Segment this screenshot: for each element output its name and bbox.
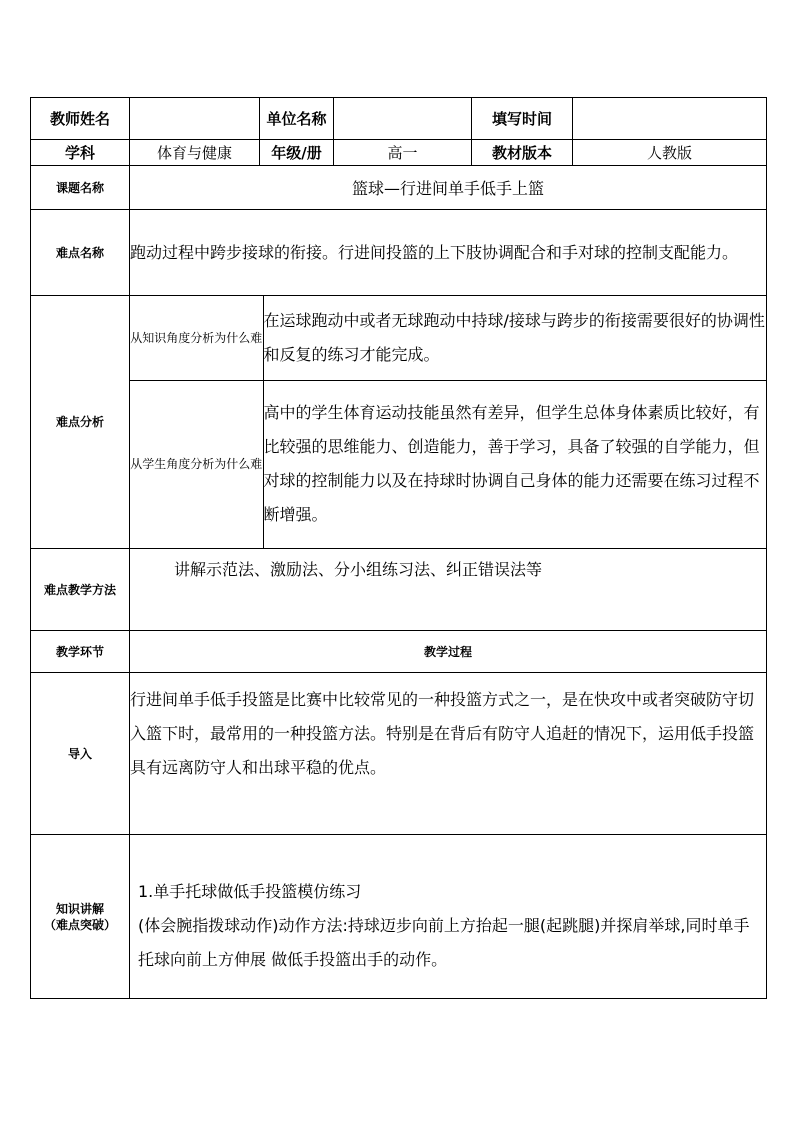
knowledge-angle-label: 从知识角度分析为什么难 <box>130 296 263 380</box>
process-header-row <box>31 631 767 673</box>
teaching-process-label: 教学过程 <box>130 631 767 673</box>
subject-label: 学科 <box>31 140 130 166</box>
textbook-label: 教材版本 <box>472 140 573 166</box>
header-row-1 <box>31 98 767 140</box>
analysis-label: 难点分析 <box>31 296 130 549</box>
knowledge-label-line1: 知识讲解 <box>55 901 104 916</box>
teacher-name-label: 教师姓名 <box>31 98 130 140</box>
intro-value: 行进间单手低手投篮是比赛中比较常见的一种投篮方式之一，是在快攻中或者突破防守切入篮下时，最常用的一种投篮方法。特别是在背后有防守人追赶的情况下，运用低手投篮具有远离防守人和出球平稳的优点。 <box>130 673 767 835</box>
difficulty-row <box>31 210 767 296</box>
knowledge-angle-value: 在运球跑动中或者无球跑动中持球/接球与跨步的衔接需要很好的协调性和反复的练习才能完成。 <box>263 296 766 380</box>
teacher-name-value <box>130 98 260 140</box>
analysis-nested-table <box>130 296 766 548</box>
knowledge-content <box>130 835 767 999</box>
fill-time-value <box>573 98 767 140</box>
subject-value: 体育与健康 <box>130 140 260 166</box>
fill-time-label: 填写时间 <box>472 98 573 140</box>
analysis-content <box>130 296 767 549</box>
method-label: 难点教学方法 <box>31 549 130 631</box>
topic-row <box>31 166 767 210</box>
grade-value: 高一 <box>334 140 472 166</box>
knowledge-item-body: (体会腕指拨球动作)动作方法:持球迈步向前上方抬起一腿(起跳腿)并探肩举球,同时单手托球向前上方伸展 做低手投篮出手的动作。 <box>138 916 750 969</box>
intro-label: 导入 <box>31 673 130 835</box>
knowledge-item-title: 1.单手托球做低手投篮模仿练习 <box>138 882 362 901</box>
analysis-row <box>31 296 767 549</box>
lesson-plan-table <box>30 97 767 999</box>
method-value: 讲解示范法、激励法、分小组练习法、纠正错误法等 <box>130 549 767 631</box>
textbook-value: 人教版 <box>573 140 767 166</box>
knowledge-label-line2: （难点突破） <box>43 917 116 932</box>
knowledge-row <box>31 835 767 999</box>
unit-name-label: 单位名称 <box>260 98 334 140</box>
method-row <box>31 549 767 631</box>
student-angle-label: 从学生角度分析为什么难 <box>130 380 263 548</box>
topic-label: 课题名称 <box>31 166 130 210</box>
knowledge-label <box>31 835 130 999</box>
topic-value: 篮球—行进间单手低手上篮 <box>130 166 767 210</box>
grade-label: 年级/册 <box>260 140 334 166</box>
unit-name-value <box>334 98 472 140</box>
lesson-plan-page <box>30 97 766 999</box>
difficulty-value: 跑动过程中跨步接球的衔接。行进间投篮的上下肢协调配合和手对球的控制支配能力。 <box>130 210 767 296</box>
teaching-stage-label: 教学环节 <box>31 631 130 673</box>
student-angle-value: 高中的学生体育运动技能虽然有差异，但学生总体身体素质比较好，有比较强的思维能力、创造能力，善于学习，具备了较强的自学能力，但对球的控制能力以及在持球时协调自己身体的能力还需要在练习过程不断增强。 <box>263 380 766 548</box>
header-row-2 <box>31 140 767 166</box>
intro-row <box>31 673 767 835</box>
difficulty-label: 难点名称 <box>31 210 130 296</box>
